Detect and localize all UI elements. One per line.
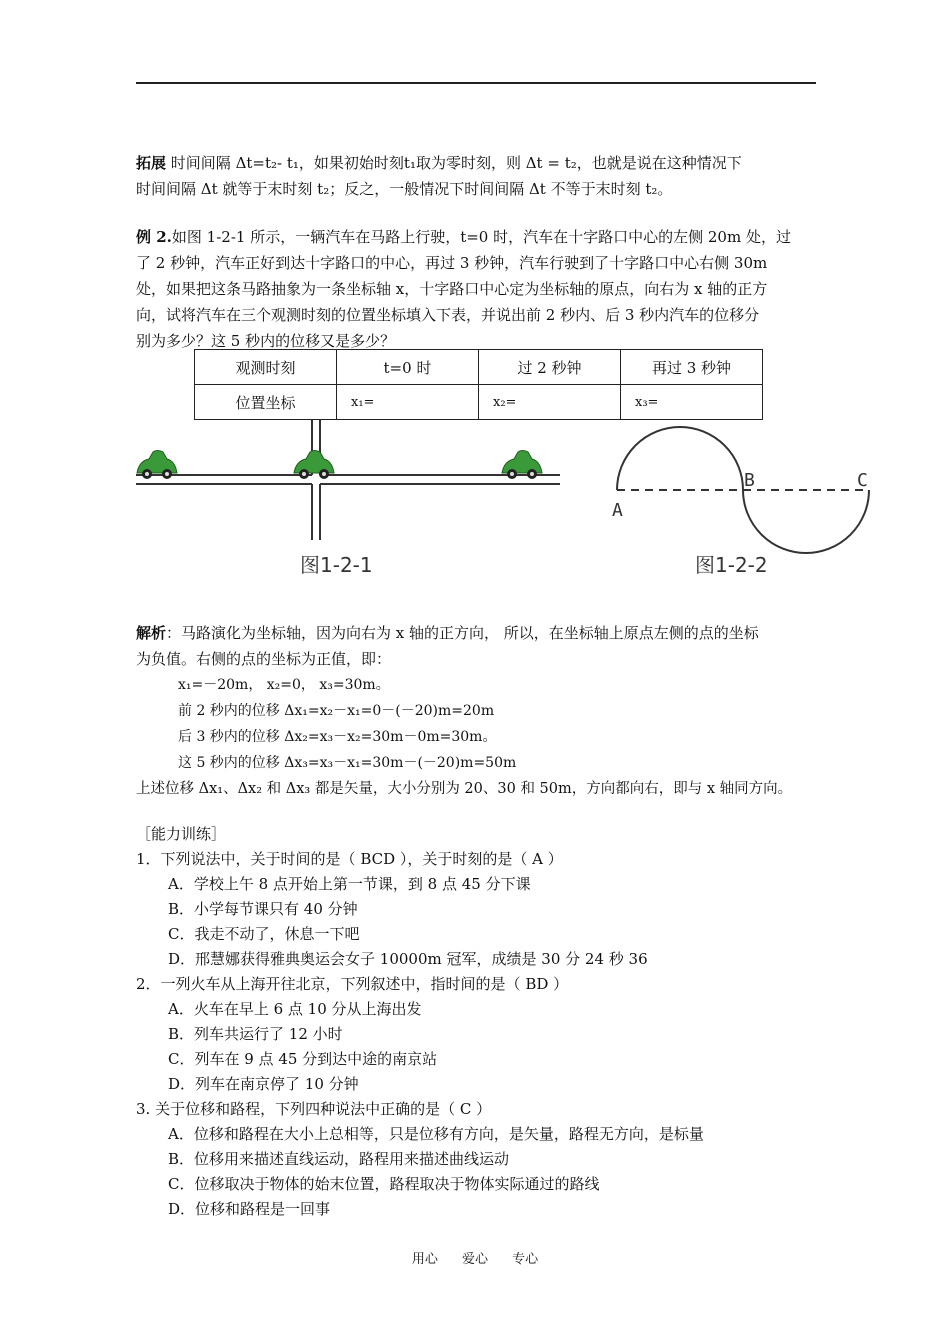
car-icon <box>294 451 334 480</box>
example-line-1: 如图 1-2-1 所示，一辆汽车在马路上行驶，t=0 时，汽车在十字路口中心的左侧 20m 处，过 <box>171 228 791 246</box>
question-option: B．小学每节课只有 40 分钟 <box>168 900 358 918</box>
question-option: C．列车在 9 点 45 分到达中途的南京站 <box>168 1050 438 1068</box>
question-option: D．位移和路程是一回事 <box>168 1200 331 1218</box>
table-cell-x1: x₁= <box>337 385 479 420</box>
fig2-caption: 图1-2-2 <box>695 553 768 577</box>
question-option: C．我走不动了，休息一下吧 <box>168 925 360 943</box>
crossroad-diagram <box>136 420 560 540</box>
question-option: C．位移取决于物体的始末位置，路程取决于物体实际通过的路线 <box>168 1175 600 1193</box>
question-option: D．列车在南京停了 10 分钟 <box>168 1075 359 1093</box>
example-line-2: 了 2 秒钟，汽车正好到达十字路口的中心，再过 3 秒钟，汽车行驶到了十字路口中心右侧 30m <box>136 254 768 272</box>
solution-conclusion: 上述位移 Δx₁、Δx₂ 和 Δx₃ 都是矢量，大小分别为 20、30 和 50m，方向都向右，即与 x 轴同方向。 <box>136 781 793 797</box>
solution-displacement-1: 前 2 秒内的位移 Δx₁=x₂－x₁=0－(－20)m=20m <box>178 703 495 719</box>
table-header-cell: 观测时刻 <box>195 350 337 385</box>
point-c-label: C <box>857 470 868 491</box>
solution-line-1: ：马路演化为坐标轴，因为向右为 x 轴的正方向， 所以，在坐标轴上原点左侧的点的坐标 <box>166 624 759 642</box>
example-line-5: 别为多少？这 5 秒内的位移又是多少？ <box>136 332 396 350</box>
table-header-cell: t=0 时 <box>337 350 479 385</box>
example-label: 例 2. <box>136 228 172 246</box>
table-cell-x2: x₂= <box>479 385 621 420</box>
table-header-cell: 再过 3 秒钟 <box>621 350 763 385</box>
table-cell-x3: x₃= <box>621 385 763 420</box>
table-row-label: 位置坐标 <box>195 385 337 420</box>
path-diagram <box>617 427 869 553</box>
solution-label: 解析 <box>136 624 167 642</box>
solution-values: x₁=－20m， x₂=0， x₃=30m。 <box>178 677 390 693</box>
question-option: A．火车在早上 6 点 10 分从上海出发 <box>168 1000 422 1018</box>
question-option: B．位移用来描述直线运动，路程用来描述曲线运动 <box>168 1150 510 1168</box>
training-section <box>136 822 836 1222</box>
example-line-3: 处，如果把这条马路抽象为一条坐标轴 x，十字路口中心定为坐标轴的原点，向右为 x 轴的正方 <box>136 280 768 298</box>
question-option: A．位移和路程在大小上总相等，只是位移有方向，是矢量，路程无方向，是标量 <box>168 1125 704 1143</box>
question-stem: 3. 关于位移和路程，下列四种说法中正确的是（ C ） <box>136 1100 492 1118</box>
solution-line-2: 为负值。右侧的点的坐标为正值，即： <box>136 650 392 668</box>
point-a-label: A <box>612 500 623 521</box>
question-stem: 1．下列说法中，关于时间的是（ BCD ），关于时刻的是（ A ） <box>136 850 563 868</box>
extension-line-2: 时间间隔 Δt 就等于末时刻 t₂；反之，一般情况下时间间隔 Δt 不等于末时刻 t₂。 <box>136 180 673 198</box>
extension-label: 拓展 <box>136 154 167 172</box>
question-option: A．学校上午 8 点开始上第一节课，到 8 点 45 分下课 <box>168 875 531 893</box>
training-heading: ［能力训练］ <box>136 825 227 843</box>
extension-line-1: 时间间隔 Δt=t₂- t₁，如果初始时刻t₁取为零时刻，则 Δt = t₂，也就是说在这种情况下 <box>170 154 742 172</box>
question-option: D．邢慧娜获得雅典奥运会女子 10000m 冠军，成绩是 30 分 24 秒 36 <box>168 950 648 968</box>
solution-block <box>136 620 836 802</box>
point-b-label: B <box>744 470 755 491</box>
fig1-caption: 图1-2-1 <box>300 553 373 577</box>
question-option: B．列车共运行了 12 小时 <box>168 1025 343 1043</box>
solution-displacement-2: 后 3 秒内的位移 Δx₂=x₃－x₂=30m－0m=30m。 <box>178 729 497 745</box>
table-header-cell: 过 2 秒钟 <box>479 350 621 385</box>
question-stem: 2．一列火车从上海开往北京，下列叙述中，指时间的是（ BD ） <box>136 975 569 993</box>
page-footer: 用心 爱心 专心 <box>411 1252 539 1267</box>
figures-svg <box>0 0 950 600</box>
solution-displacement-3: 这 5 秒内的位移 Δx₃=x₃－x₁=30m－(－20)m=50m <box>178 755 517 771</box>
example-line-4: 向，试将汽车在三个观测时刻的位置坐标填入下表，并说出前 2 秒内、后 3 秒内汽车的位移分 <box>136 306 760 324</box>
